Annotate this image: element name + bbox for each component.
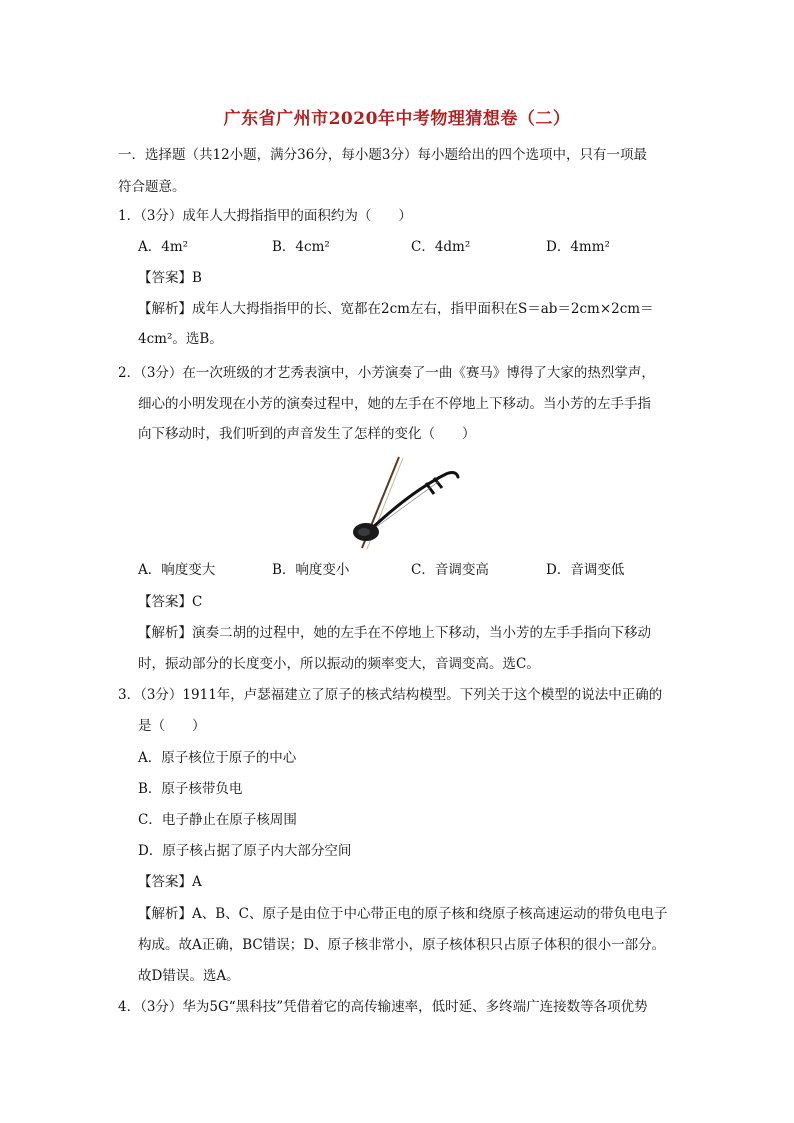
question-3-option-d: D．原子核占据了原子内大部分空间 [138,843,352,859]
question-3-option-c: C．电子静止在原子核周围 [138,812,297,828]
question-1-analysis-line-1: 【解析】成年人大拇指指甲的长、宽都在2cm左右，指甲面积在S＝ab＝2cm×2cm＝ [138,301,654,317]
question-2-option-a: A．响度变大 [138,562,216,578]
question-2-option-d: D．音调变低 [546,562,625,578]
question-2-option-b: B．响度变小 [272,562,350,578]
question-3-option-a: A．原子核位于原子的中心 [138,750,297,766]
question-3-analysis-line-2: 构成。故A正确，BC错误；D、原子核非常小，原子核体积只占原子体积的很小一部分。 [138,937,666,953]
erhu-icon [350,452,465,554]
section-heading-line-1: 一．选择题（共12小题，满分36分，每小题3分）每小题给出的四个选项中，只有一项最 [118,147,647,163]
question-2-answer: 【答案】C [138,594,203,610]
question-3-analysis-line-1: 【解析】A、B、C、原子是由位于中心带正电的原子核和绕原子核高速运动的带负电电子 [138,906,668,922]
question-3-analysis-line-3: 故D错误。选A。 [138,968,240,984]
question-2-stem-line-1: 2．（3分）在一次班级的才艺秀表演中，小芳演奏了一曲《赛马》博得了大家的热烈掌声， [118,365,655,381]
question-2-stem-line-3: 向下移动时，我们听到的声音发生了怎样的变化（ ） [138,426,476,442]
question-2-stem-line-2: 细心的小明发现在小芳的演奏过程中，她的左手在不停地上下移动。当小芳的左手手指 [138,396,651,412]
question-2-analysis-line-1: 【解析】演奏二胡的过程中，她的左手在不停地上下移动，当小芳的左手手指向下移动 [138,625,651,641]
question-1-option-c: C．4dm² [411,239,471,255]
question-1-options [0,237,794,257]
question-2-option-c: C．音调变高 [411,562,489,578]
question-1-answer: 【答案】B [138,270,202,286]
question-2-analysis-line-2: 时，振动部分的长度变小，所以振动的频率变大，音调变高。选C。 [138,656,540,672]
section-heading-line-2: 符合题意。 [118,179,186,195]
question-3-answer: 【答案】A [138,874,202,890]
question-2-options [0,560,794,580]
question-3-stem-line-1: 3．（3分）1911年，卢瑟福建立了原子的核式结构模型。下列关于这个模型的说法中正确的 [118,687,663,703]
question-1-analysis-line-2: 4cm²。选B。 [138,331,223,347]
question-1-stem: 1．（3分）成年人大拇指指甲的面积约为（ ） [118,208,412,224]
question-1-option-a: A．4m² [138,239,189,255]
question-4-stem-line-1: 4．（3分）华为5G“黑科技”凭借着它的高传输速率，低时延、多终端广连接数等各项优势 [118,999,648,1015]
question-3-stem-line-2: 是（ ） [138,718,206,734]
question-1-option-d: D．4mm² [546,239,610,255]
page-title: 广东省广州市2020年中考物理猜想卷（二） [223,109,571,129]
question-1-option-b: B．4cm² [272,239,330,255]
question-3-option-b: B．原子核带负电 [138,781,243,797]
